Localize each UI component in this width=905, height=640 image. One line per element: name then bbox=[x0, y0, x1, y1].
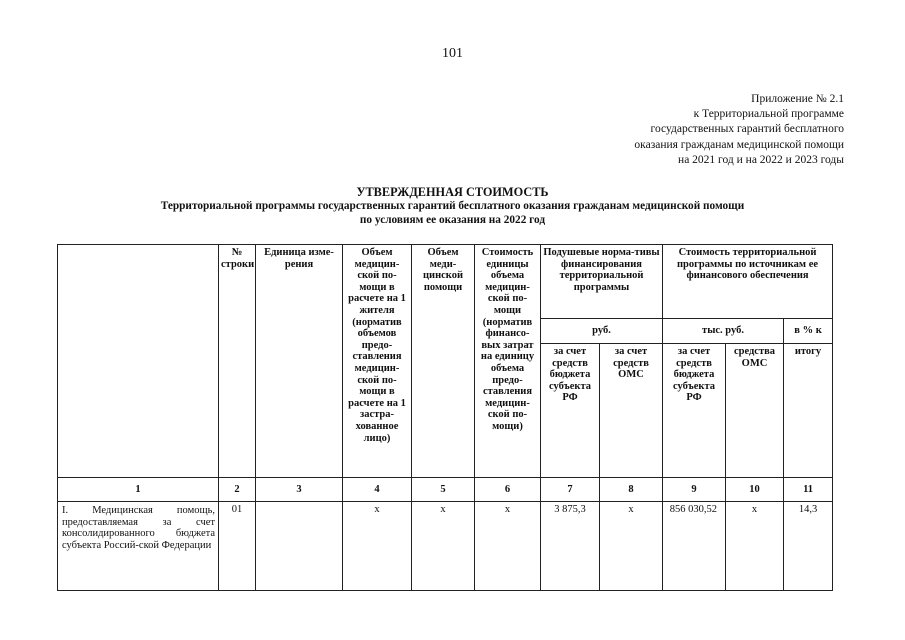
row-volume: х bbox=[412, 502, 475, 591]
appendix-line: оказания гражданам медицинской помощи bbox=[634, 138, 844, 151]
header-row bbox=[58, 245, 833, 319]
column-number: 6 bbox=[475, 478, 541, 502]
column-number: 2 bbox=[219, 478, 256, 502]
column-number-row bbox=[58, 478, 833, 502]
row-unit-cost: х bbox=[475, 502, 541, 591]
appendix-line: на 2021 год и на 2022 и 2023 годы bbox=[678, 153, 844, 166]
header-rub: руб. bbox=[541, 319, 663, 344]
row-volume-per-resident: х bbox=[343, 502, 412, 591]
header-budget-rf: за счет средств бюджета субъекта РФ bbox=[541, 344, 600, 478]
page-number: 101 bbox=[442, 46, 463, 61]
column-number: 3 bbox=[256, 478, 343, 502]
table-row bbox=[58, 502, 833, 591]
header-name-cell bbox=[58, 245, 219, 478]
cost-table bbox=[57, 244, 833, 591]
header-total: итогу bbox=[784, 344, 833, 478]
header-oms: за счет средств ОМС bbox=[600, 344, 663, 478]
column-number: 10 bbox=[726, 478, 784, 502]
appendix-line: Приложение № 2.1 bbox=[751, 93, 844, 105]
row-name: I. Медицинская помощь, предоставляемая за счет консолидированного бюджета субъекта Россий-ской Федерации bbox=[58, 502, 219, 591]
header-per-capita: Подушевые норма-тивы финансирования территориальной программы bbox=[541, 245, 663, 319]
row-number: 01 bbox=[219, 502, 256, 591]
column-number: 1 bbox=[58, 478, 219, 502]
document-title bbox=[0, 185, 905, 227]
header-unit-cost: Стоимость единицы объема медицин-ской по-мощи (норматив финансо-вых затрат на единицу объема предо-ставления медицин-ской по-мощи) bbox=[475, 245, 541, 478]
appendix-line: государственных гарантий бесплатного bbox=[650, 123, 844, 136]
column-number: 11 bbox=[784, 478, 833, 502]
header-row-no: № строки bbox=[219, 245, 256, 478]
title-line: по условиям ее оказания на 2022 год bbox=[359, 214, 546, 226]
column-number: 7 bbox=[541, 478, 600, 502]
row-cost-oms: х bbox=[726, 502, 784, 591]
header-budget-rf: за счет средств бюджета субъекта РФ bbox=[663, 344, 726, 478]
header-volume: Объем меди-цинской помощи bbox=[412, 245, 475, 478]
column-number: 4 bbox=[343, 478, 412, 502]
header-percent: в % к bbox=[784, 319, 833, 344]
title-line: УТВЕРЖДЕННАЯ СТОИМОСТЬ bbox=[356, 185, 549, 199]
header-oms: средства ОМС bbox=[726, 344, 784, 478]
appendix-line: к Территориальной программе bbox=[693, 108, 844, 121]
column-number: 5 bbox=[412, 478, 475, 502]
row-per-capita-oms: х bbox=[600, 502, 663, 591]
header-volume-per-resident: Объем медицин-ской по-мощи в расчете на 1 жителя (норматив объемов предо-ставления медицин-ской по-мощи в расчете на 1 застра-хованное лицо) bbox=[343, 245, 412, 478]
row-percent: 14,3 bbox=[784, 502, 833, 591]
title-line: Территориальной программы государственных гарантий бесплатного оказания гражданам медицинской помощи bbox=[160, 200, 745, 212]
header-thousand-rub: тыс. руб. bbox=[663, 319, 784, 344]
row-per-capita-budget: 3 875,3 bbox=[541, 502, 600, 591]
row-unit bbox=[256, 502, 343, 591]
appendix-reference bbox=[504, 92, 844, 168]
header-unit: Единица изме-рения bbox=[256, 245, 343, 478]
column-number: 9 bbox=[663, 478, 726, 502]
header-program-cost: Стоимость территориальной программы по источникам ее финансового обеспечения bbox=[663, 245, 833, 319]
row-cost-budget: 856 030,52 bbox=[663, 502, 726, 591]
column-number: 8 bbox=[600, 478, 663, 502]
